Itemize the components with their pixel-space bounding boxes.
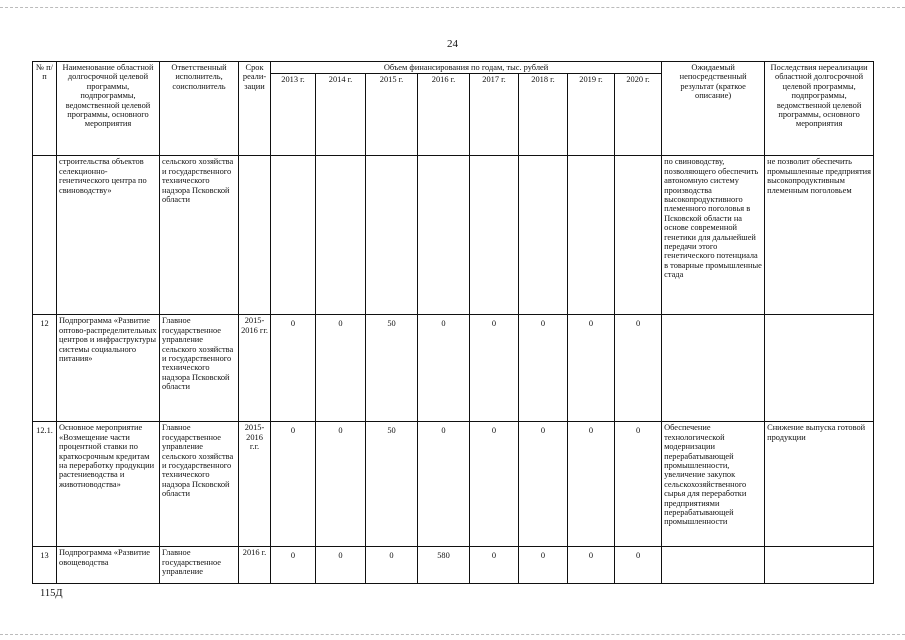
row-name: Подпрограмма «Развитие оптово-распределительных центров и инфраструктуры системы социального питания»: [57, 315, 160, 422]
row-consequences: [765, 315, 874, 422]
row-value: 0: [470, 315, 519, 422]
row-consequences: не позволит обеспечить промышленные предприятия высокопродуктивным племенным поголовьем: [765, 156, 874, 315]
row-value: 0: [271, 315, 316, 422]
row-result: Обеспечение технологической модернизации перерабатывающей промышленности, увеличение закупок сельскохозяйственного сырья для переработки предприятиями перерабатывающей промышленности: [662, 422, 765, 547]
row-value: 0: [470, 547, 519, 584]
table-row: [33, 156, 874, 315]
bottom-border-line: [0, 634, 905, 635]
header-no: № п/п: [33, 62, 57, 156]
row-result: [662, 547, 765, 584]
row-value: 580: [418, 547, 470, 584]
row-responsible: Главное государственное управление: [160, 547, 239, 584]
table-row: [33, 547, 874, 584]
row-value: 0: [470, 422, 519, 547]
row-value: 0: [418, 422, 470, 547]
header-responsible: Ответственный исполнитель, соисполнитель: [160, 62, 239, 156]
row-value: 50: [366, 315, 418, 422]
page-number: 24: [447, 38, 458, 50]
row-value: [418, 156, 470, 315]
header-result: Ожидаемый непосредственный результат (краткое описание): [662, 62, 765, 156]
row-value: 0: [568, 422, 615, 547]
row-value: [470, 156, 519, 315]
row-name: Подпрограмма «Развитие овощеводства: [57, 547, 160, 584]
row-term: [239, 156, 271, 315]
document-code: 115Д: [40, 588, 63, 599]
funding-table: [32, 61, 874, 584]
row-name: строительства объектов селекционно-генетического центра по свиноводству»: [57, 156, 160, 315]
row-value: 0: [519, 547, 568, 584]
row-term: 2015-2016 г.г.: [239, 422, 271, 547]
row-number: [33, 156, 57, 315]
header-consequences: Последствия нереализации областной долгосрочной целевой программы, подпрограммы, ведомственной целевой программы, основного мероприятия: [765, 62, 874, 156]
header-year: 2018 г.: [519, 74, 568, 156]
row-value: [366, 156, 418, 315]
row-value: [519, 156, 568, 315]
header-year: 2020 г.: [615, 74, 662, 156]
row-term: 2015-2016 гг.: [239, 315, 271, 422]
row-value: 0: [615, 422, 662, 547]
top-border-line: [0, 7, 905, 8]
header-year: 2016 г.: [418, 74, 470, 156]
row-value: 0: [568, 315, 615, 422]
row-value: 50: [366, 422, 418, 547]
header-funding: Объем финансирования по годам, тыс. рублей: [271, 62, 662, 74]
header-year: 2015 г.: [366, 74, 418, 156]
row-value: 0: [316, 547, 366, 584]
row-value: 0: [418, 315, 470, 422]
header-year: 2017 г.: [470, 74, 519, 156]
table-row: [33, 315, 874, 422]
header-year: 2013 г.: [271, 74, 316, 156]
row-value: 0: [271, 547, 316, 584]
row-number: 13: [33, 547, 57, 584]
row-result: по свиноводству, позволяющего обеспечить автономную систему производства высокопродуктивного племенного поголовья в Псковской области на основе современной генетики для дальнейшей передачи этого генетического потенциала в товарные промышленные стада: [662, 156, 765, 315]
header-year: 2019 г.: [568, 74, 615, 156]
header-name: Наименование областной долгосрочной целевой программы, подпрограммы, ведомственной целевой программы, основного мероприятия: [57, 62, 160, 156]
row-number: 12: [33, 315, 57, 422]
row-value: 0: [316, 315, 366, 422]
row-name: Основное мероприятие «Возмещение части процентной ставки по краткосрочным кредитам на переработку продукции растениеводства и животноводства»: [57, 422, 160, 547]
row-value: 0: [615, 315, 662, 422]
row-responsible: сельского хозяйства и государственного технического надзора Псковской области: [160, 156, 239, 315]
row-value: [568, 156, 615, 315]
row-value: 0: [568, 547, 615, 584]
row-number: 12.1.: [33, 422, 57, 547]
row-term: 2016 г.: [239, 547, 271, 584]
row-consequences: Снижение выпуска готовой продукции: [765, 422, 874, 547]
header-year: 2014 г.: [316, 74, 366, 156]
row-value: [316, 156, 366, 315]
row-value: 0: [316, 422, 366, 547]
row-responsible: Главное государственное управление сельского хозяйства и государственного технического надзора Псковской области: [160, 315, 239, 422]
row-value: [271, 156, 316, 315]
row-value: 0: [615, 547, 662, 584]
row-responsible: Главное государственное управление сельского хозяйства и государственного технического надзора Псковской области: [160, 422, 239, 547]
table-row: [33, 422, 874, 547]
row-value: 0: [519, 422, 568, 547]
row-value: 0: [366, 547, 418, 584]
row-value: 0: [271, 422, 316, 547]
header-term: Срок реали-зации: [239, 62, 271, 156]
row-result: [662, 315, 765, 422]
row-value: 0: [519, 315, 568, 422]
row-value: [615, 156, 662, 315]
row-consequences: [765, 547, 874, 584]
